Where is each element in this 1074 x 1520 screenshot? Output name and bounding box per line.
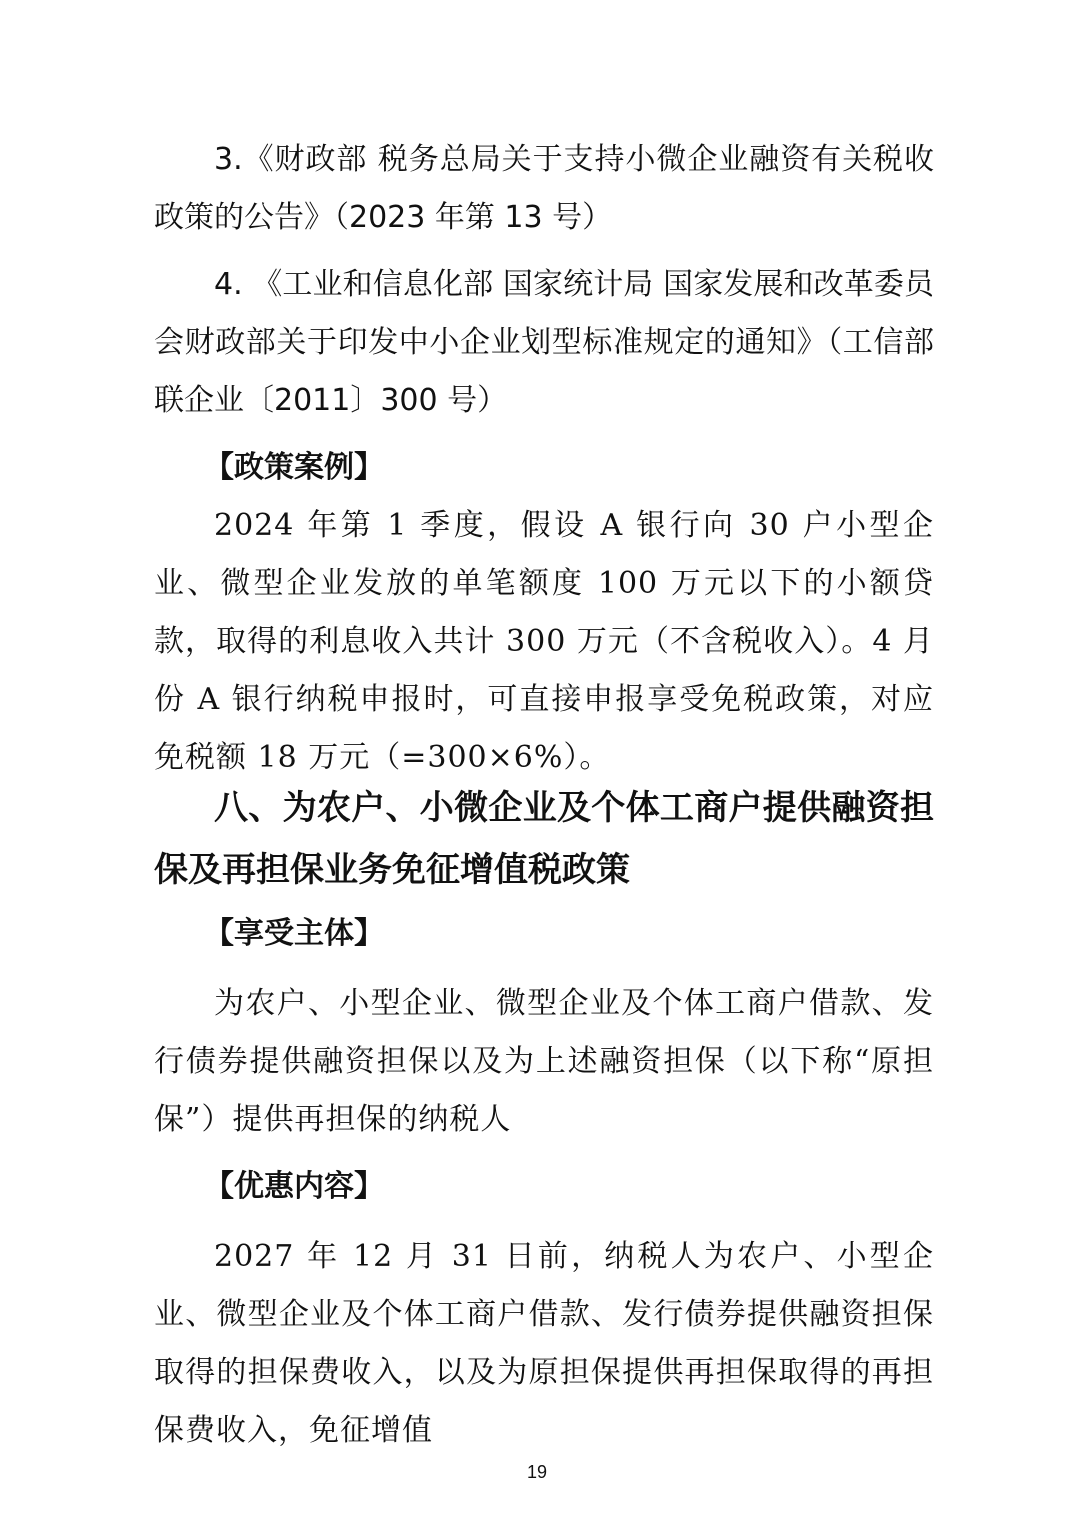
reference-item-4: 4. 《工业和信息化部 国家统计局 国家发展和改革委员会财政部关于印发中小企业划型标准规定的通知》（工信部联企业〔2011〕300 号） xyxy=(154,267,934,418)
reference-item-3: 3.《财政部 税务总局关于支持小微企业融资有关税收政策的公告》（2023 年第 13 号） xyxy=(154,142,934,235)
policy-case-text: 2024 年第 1 季度，假设 A 银行向 30 户小型企业、微型企业发放的单笔额度 100 万元以下的小额贷款，取得的利息收入共计 300 万元（不含税收入）。4 月份 A 银行纳税申报时，可直接申报享受免税政策，对应免税额 18 万元（=300×6%）。 xyxy=(154,508,934,775)
benefit-text: 2027 年 12 月 31 日前，纳税人为农户、小型企业、微型企业及个体工商户借款、发行债券提供融资担保取得的担保费收入，以及为原担保提供再担保取得的再担保费收入，免征增值 xyxy=(154,1239,934,1448)
subject-text: 为农户、小型企业、微型企业及个体工商户借款、发行债券提供融资担保以及为上述融资担保（以下称“原担保”）提供再担保的纳税人 xyxy=(154,986,934,1137)
page-number: 19 xyxy=(526,1462,548,1482)
subject-label: 【享受主体】 xyxy=(204,916,384,951)
section-heading: 八、为农户、小微企业及个体工商户提供融资担保及再担保业务免征增值税政策 xyxy=(154,788,934,890)
benefit-label: 【优惠内容】 xyxy=(204,1169,384,1204)
policy-case-label: 【政策案例】 xyxy=(204,450,384,485)
